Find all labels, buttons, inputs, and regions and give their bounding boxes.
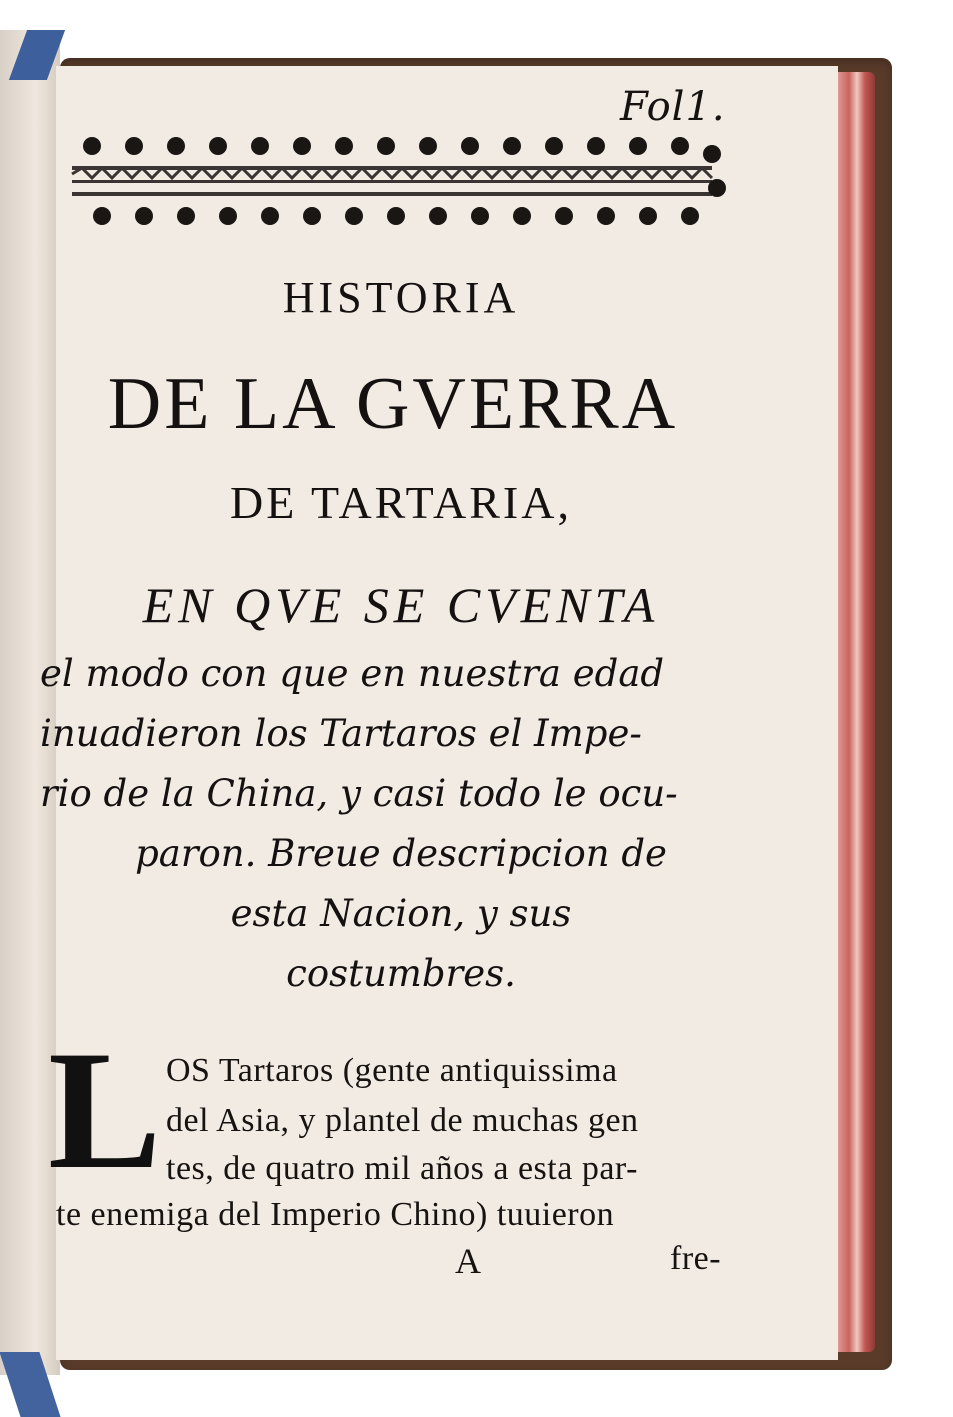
subtitle-line-6: costumbres.	[286, 952, 516, 995]
ornament-row-top	[83, 137, 721, 163]
subtitle-line-1: el modo con que en nuestra edad	[40, 652, 665, 695]
body-line-3: tes, de quatro mil años a esta par-	[166, 1150, 638, 1187]
body-line-1: OS Tartaros (gente antiquissima	[166, 1052, 618, 1089]
catchword: fre-	[670, 1240, 722, 1277]
subtitle-line-2: inuadieron los Tartaros el Impe-	[40, 712, 642, 755]
title-line-tartaria: DE TARTARIA,	[230, 477, 572, 528]
body-line-4: te enemiga del Imperio Chino) tuuieron	[56, 1196, 615, 1233]
drop-cap-initial: L	[48, 1016, 162, 1204]
title-line-historia: HISTORIA	[282, 273, 520, 322]
subtitle-line-3: rio de la China, y casi todo le ocu-	[40, 772, 678, 815]
ornament-row-middle	[72, 166, 712, 196]
ornament-row-bottom	[93, 179, 726, 225]
signature-mark: A	[455, 1241, 482, 1281]
title-line-guerra: DE LA GVERRA	[107, 363, 679, 445]
red-page-edges	[835, 72, 875, 1352]
title-line-cuenta: EN QVE SE CVENTA	[142, 577, 660, 633]
body-line-2: del Asia, y plantel de muchas gen	[166, 1102, 639, 1139]
folio-number: Fol1.	[620, 84, 726, 130]
subtitle-line-5: esta Nacion, y sus	[230, 892, 572, 935]
printers-ornament-band	[62, 128, 730, 240]
subtitle-line-4: paron. Breue descripcion de	[135, 832, 667, 875]
